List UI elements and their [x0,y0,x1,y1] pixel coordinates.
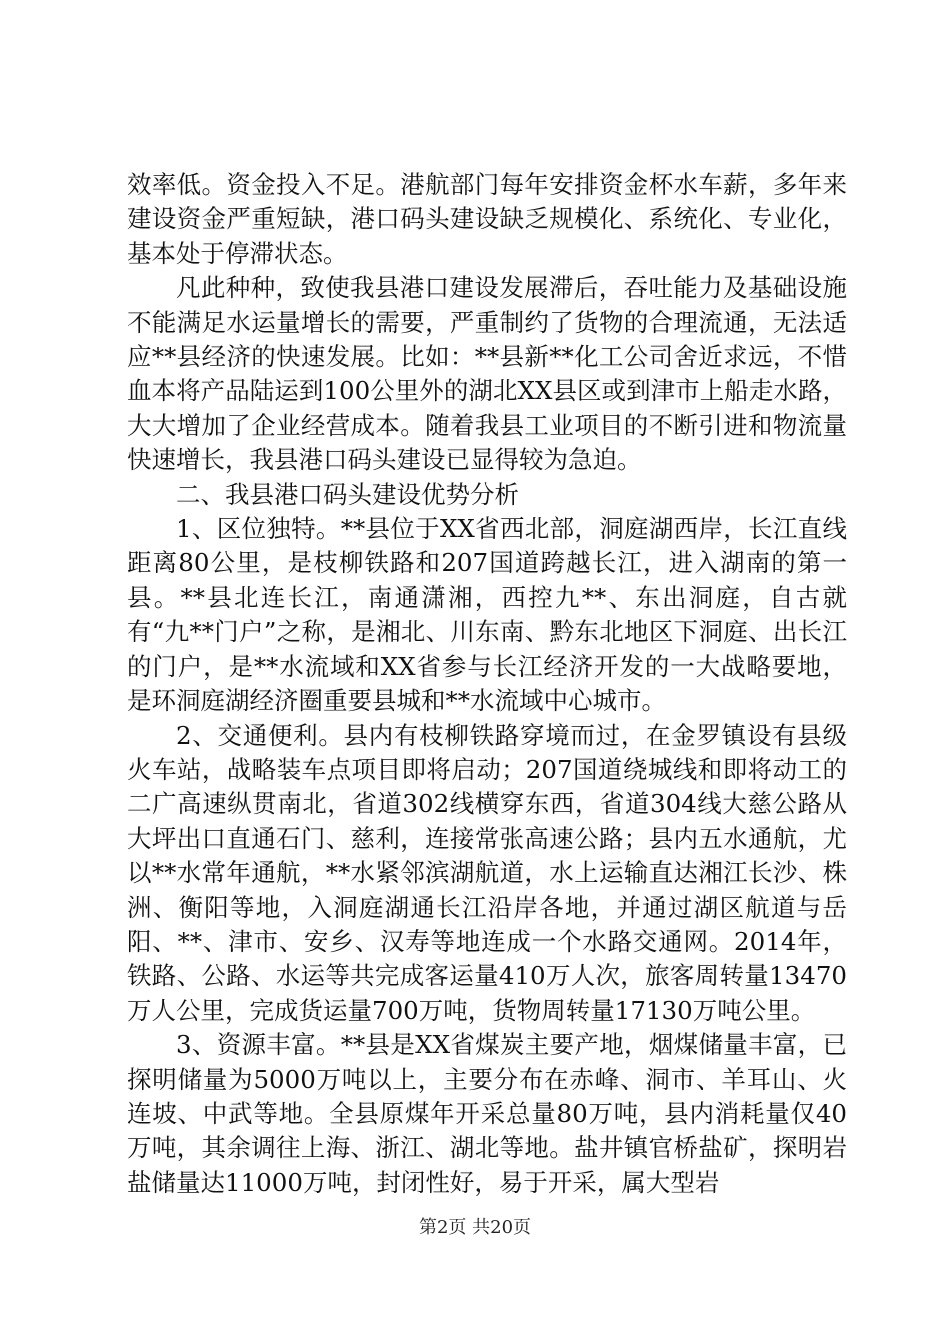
document-body [127,168,847,1200]
paragraph-continuation: 效率低。资金投入不足。港航部门每年安排资金杯水车薪，多年来建设资金严重短缺，港口码头建设缺乏规模化、系统化、专业化，基本处于停滞状态。 [127,170,847,268]
paragraph-summary: 凡此种种，致使我县港口建设发展滞后，吞吐能力及基础设施不能满足水运量增长的需要，严重制约了货物的合理流通，无法适应**县经济的快速发展。比如：**县新**化工公司舍近求远，不惜血本将产品陆运到100公里外的湖北XX县区或到津市上船走水路，大大增加了企业经营成本。随着我县工业项目的不断引进和物流量快速增长，我县港口码头建设已显得较为急迫。 [127,273,847,475]
page-number-footer: 第2页 共20页 [418,1217,532,1238]
section-heading: 二、我县港口码头建设优势分析 [176,479,519,509]
paragraph-location: 1、区位独特。**县位于XX省西北部，洞庭湖西岸，长江直线距离80公里，是枝柳铁路和207国道跨越长江，进入湖南的第一县。**县北连长江，南通潇湘，西控九**、东出洞庭，自古就有“九**门户”之称，是湘北、川东南、黔东北地区下洞庭、出长江的门户，是**水流域和XX省参与长江经济开发的一大战略要地，是环洞庭湖经济圈重要县城和**水流域中心城市。 [127,514,847,716]
paragraph-resources: 3、资源丰富。**县是XX省煤炭主要产地，烟煤储量丰富，已探明储量为5000万吨以上，主要分布在赤峰、洞市、羊耳山、火连坡、中武等地。全县原煤年开采总量80万吨，县内消耗量仅40万吨，其余调往上海、浙江、湖北等地。盐井镇官桥盐矿，探明岩盐储量达11000万吨，封闭性好，易于开采，属大型岩 [127,1030,847,1197]
paragraph-transport: 2、交通便利。县内有枝柳铁路穿境而过，在金罗镇设有县级火车站，战略装车点项目即将启动；207国道绕城线和即将动工的二广高速纵贯南北，省道302线横穿东西，省道304线大慈公路从大坪出口直通石门、慈利，连接常张高速公路；县内五水通航，尤以**水常年通航，**水紧邻滨湖航道，水上运输直达湘江长沙、株洲、衡阳等地，入洞庭湖通长江沿岸各地，并通过湖区航道与岳阳、**、津市、安乡、汉寿等地连成一个水路交通网。2014年，铁路、公路、水运等共完成客运量410万人次，旅客周转量13470万人公里，完成货运量700万吨，货物周转量17130万吨公里。 [127,720,847,1025]
